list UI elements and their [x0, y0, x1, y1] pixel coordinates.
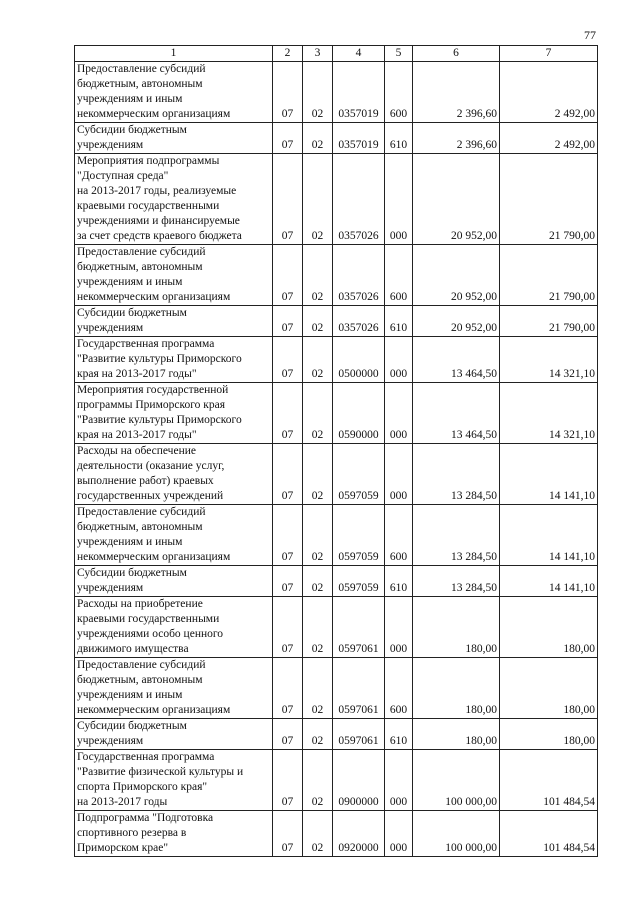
table-row: [75, 750, 598, 811]
section-code-cell: 07: [273, 597, 303, 658]
expense-type-cell: 000: [385, 750, 413, 811]
subsection-code-cell: 02: [303, 566, 333, 597]
table-row: [75, 811, 598, 857]
section-code-cell: 07: [273, 444, 303, 505]
section-code-cell: 07: [273, 505, 303, 566]
row-name-cell: Предоставление субсидий бюджетным, автономным учреждениям и иным некоммерческим организациям: [75, 62, 273, 123]
row-name-cell: Расходы на приобретение краевыми государственными учреждениями особо ценного движимого имущества: [75, 597, 273, 658]
row-name-cell: Государственная программа "Развитие физической культуры и спорта Приморского края" на 2013-2017 годы: [75, 750, 273, 811]
row-name-cell: Расходы на обеспечение деятельности (оказание услуг, выполнение работ) краевых государственных учреждений: [75, 444, 273, 505]
amount-col6-cell: 20 952,00: [413, 245, 500, 306]
table-row: [75, 62, 598, 123]
expense-type-cell: 610: [385, 123, 413, 154]
amount-col7-cell: 101 484,54: [500, 750, 598, 811]
amount-col6-cell: 20 952,00: [413, 154, 500, 245]
subsection-code-cell: 02: [303, 811, 333, 857]
target-article-cell: 0597061: [333, 597, 385, 658]
row-name-cell: Мероприятия государственной программы Приморского края "Развитие культуры Приморского края на 2013-2017 годы": [75, 383, 273, 444]
target-article-cell: 0357026: [333, 306, 385, 337]
table-row: [75, 154, 598, 245]
row-name-cell: Государственная программа "Развитие культуры Приморского края на 2013-2017 годы": [75, 337, 273, 383]
table-row: [75, 505, 598, 566]
amount-col6-cell: 20 952,00: [413, 306, 500, 337]
target-article-cell: 0597059: [333, 505, 385, 566]
amount-col7-cell: 14 141,10: [500, 505, 598, 566]
expense-type-cell: 000: [385, 383, 413, 444]
column-header: 7: [500, 46, 598, 62]
target-article-cell: 0597059: [333, 566, 385, 597]
expense-type-cell: 600: [385, 245, 413, 306]
row-name-cell: Предоставление субсидий бюджетным, автономным учреждениям и иным некоммерческим организациям: [75, 245, 273, 306]
expense-type-cell: 000: [385, 811, 413, 857]
subsection-code-cell: 02: [303, 444, 333, 505]
amount-col7-cell: 2 492,00: [500, 123, 598, 154]
section-code-cell: 07: [273, 811, 303, 857]
subsection-code-cell: 02: [303, 337, 333, 383]
expense-type-cell: 000: [385, 444, 413, 505]
page-number: 77: [584, 28, 596, 42]
target-article-cell: 0597059: [333, 444, 385, 505]
amount-col7-cell: 21 790,00: [500, 245, 598, 306]
section-code-cell: 07: [273, 123, 303, 154]
expense-type-cell: 600: [385, 658, 413, 719]
table-row: [75, 719, 598, 750]
subsection-code-cell: 02: [303, 123, 333, 154]
section-code-cell: 07: [273, 658, 303, 719]
section-code-cell: 07: [273, 337, 303, 383]
expense-type-cell: 600: [385, 62, 413, 123]
amount-col6-cell: 100 000,00: [413, 811, 500, 857]
section-code-cell: 07: [273, 719, 303, 750]
table-row: [75, 123, 598, 154]
row-name-cell: Субсидии бюджетным учреждениям: [75, 123, 273, 154]
row-name-cell: Субсидии бюджетным учреждениям: [75, 566, 273, 597]
expense-type-cell: 000: [385, 154, 413, 245]
subsection-code-cell: 02: [303, 658, 333, 719]
table-row: [75, 383, 598, 444]
amount-col6-cell: 13 464,50: [413, 337, 500, 383]
amount-col6-cell: 2 396,60: [413, 123, 500, 154]
subsection-code-cell: 02: [303, 62, 333, 123]
target-article-cell: 0500000: [333, 337, 385, 383]
target-article-cell: 0357019: [333, 123, 385, 154]
amount-col7-cell: 180,00: [500, 597, 598, 658]
expense-type-cell: 610: [385, 306, 413, 337]
table-row: [75, 337, 598, 383]
amount-col6-cell: 180,00: [413, 597, 500, 658]
section-code-cell: 07: [273, 383, 303, 444]
row-name-cell: Подпрограмма "Подготовка спортивного резерва в Приморском крае": [75, 811, 273, 857]
column-header: 4: [333, 46, 385, 62]
amount-col6-cell: 100 000,00: [413, 750, 500, 811]
row-name-cell: Мероприятия подпрограммы "Доступная среда" на 2013-2017 годы, реализуемые краевыми государственными учреждениями и финансируемые за счет средств краевого бюджета: [75, 154, 273, 245]
column-header: 6: [413, 46, 500, 62]
row-name-cell: Субсидии бюджетным учреждениям: [75, 719, 273, 750]
subsection-code-cell: 02: [303, 383, 333, 444]
subsection-code-cell: 02: [303, 245, 333, 306]
subsection-code-cell: 02: [303, 306, 333, 337]
subsection-code-cell: 02: [303, 154, 333, 245]
budget-table: [74, 45, 598, 857]
amount-col7-cell: 180,00: [500, 658, 598, 719]
target-article-cell: 0357026: [333, 154, 385, 245]
expense-type-cell: 610: [385, 719, 413, 750]
row-name-cell: Предоставление субсидий бюджетным, автономным учреждениям и иным некоммерческим организациям: [75, 505, 273, 566]
column-header: 5: [385, 46, 413, 62]
target-article-cell: 0597061: [333, 719, 385, 750]
amount-col6-cell: 13 464,50: [413, 383, 500, 444]
subsection-code-cell: 02: [303, 750, 333, 811]
table-row: [75, 597, 598, 658]
expense-type-cell: 600: [385, 505, 413, 566]
amount-col7-cell: 21 790,00: [500, 154, 598, 245]
amount-col7-cell: 101 484,54: [500, 811, 598, 857]
amount-col7-cell: 14 141,10: [500, 566, 598, 597]
section-code-cell: 07: [273, 750, 303, 811]
section-code-cell: 07: [273, 306, 303, 337]
section-code-cell: 07: [273, 566, 303, 597]
subsection-code-cell: 02: [303, 505, 333, 566]
amount-col6-cell: 180,00: [413, 658, 500, 719]
expense-type-cell: 000: [385, 597, 413, 658]
amount-col7-cell: 21 790,00: [500, 306, 598, 337]
table-row: [75, 658, 598, 719]
target-article-cell: 0590000: [333, 383, 385, 444]
expense-type-cell: 610: [385, 566, 413, 597]
column-header: 1: [75, 46, 273, 62]
section-code-cell: 07: [273, 245, 303, 306]
subsection-code-cell: 02: [303, 719, 333, 750]
amount-col6-cell: 13 284,50: [413, 505, 500, 566]
section-code-cell: 07: [273, 154, 303, 245]
expense-type-cell: 000: [385, 337, 413, 383]
amount-col6-cell: 13 284,50: [413, 566, 500, 597]
header-row: [75, 46, 598, 62]
amount-col7-cell: 2 492,00: [500, 62, 598, 123]
target-article-cell: 0900000: [333, 750, 385, 811]
table-row: [75, 566, 598, 597]
table-row: [75, 245, 598, 306]
row-name-cell: Предоставление субсидий бюджетным, автономным учреждениям и иным некоммерческим организациям: [75, 658, 273, 719]
target-article-cell: 0920000: [333, 811, 385, 857]
column-header: 2: [273, 46, 303, 62]
amount-col6-cell: 180,00: [413, 719, 500, 750]
target-article-cell: 0597061: [333, 658, 385, 719]
amount-col6-cell: 13 284,50: [413, 444, 500, 505]
amount-col7-cell: 14 321,10: [500, 383, 598, 444]
section-code-cell: 07: [273, 62, 303, 123]
target-article-cell: 0357019: [333, 62, 385, 123]
subsection-code-cell: 02: [303, 597, 333, 658]
column-header: 3: [303, 46, 333, 62]
row-name-cell: Субсидии бюджетным учреждениям: [75, 306, 273, 337]
amount-col6-cell: 2 396,60: [413, 62, 500, 123]
target-article-cell: 0357026: [333, 245, 385, 306]
amount-col7-cell: 14 141,10: [500, 444, 598, 505]
table-row: [75, 306, 598, 337]
amount-col7-cell: 14 321,10: [500, 337, 598, 383]
table-row: [75, 444, 598, 505]
amount-col7-cell: 180,00: [500, 719, 598, 750]
